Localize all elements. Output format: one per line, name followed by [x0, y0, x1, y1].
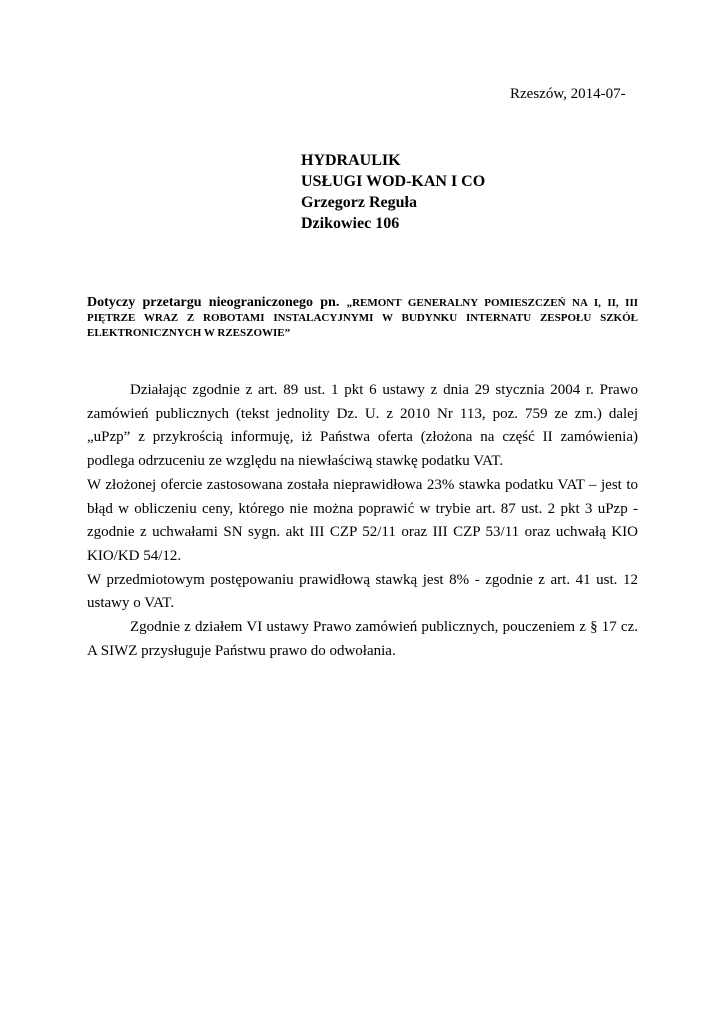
addressee-line-3: Grzegorz Reguła	[301, 194, 417, 211]
date-line: Rzeszów, 2014-07-	[510, 86, 626, 102]
subject-block	[87, 295, 638, 341]
body-paragraph-4: Zgodnie z działem VI ustawy Prawo zamówień publicznych, pouczeniem z § 17 cz. A SIWZ przysługuje Państwu prawo do odwołania.	[87, 619, 638, 659]
body-paragraph-3: W przedmiotowym postępowaniu prawidłową stawką jest 8% - zgodnie z art. 41 ust. 12 ustawy o VAT.	[87, 571, 638, 612]
addressee-block	[301, 150, 485, 234]
addressee-line-2: USŁUGI WOD-KAN I CO	[301, 173, 486, 190]
letter-body	[87, 379, 638, 663]
body-paragraph-2: W złożonej ofercie zastosowana została nieprawidłowa 23% stawka podatku VAT – jest to błąd w obliczeniu ceny, którego nie można poprawić w trybie art. 87 ust. 2 pkt 3 uPzp - zgodnie z uchwałami SN sygn. akt III CZP 52/11 oraz III CZP 53/11 oraz uchwałą KIO KIO/KD 54/12.	[87, 476, 638, 564]
subject-lead: Dotyczy przetargu nieograniczonego pn.	[87, 295, 347, 310]
body-paragraph-1: Działając zgodnie z art. 89 ust. 1 pkt 6 ustawy z dnia 29 stycznia 2004 r. Prawo zamówień publicznych (tekst jednolity Dz. U. z 2010 Nr 113, poz. 759 ze zm.) dalej „uPzp” z przykrością informuję, iż Państwa oferta (złożona na część II zamówienia) podlega odrzuceniu ze względu na niewłaściwą stawkę podatku VAT.	[87, 382, 638, 470]
addressee-line-4: Dzikowiec 106	[301, 215, 400, 232]
subject-title: „REMONT GENERALNY POMIESZCZEŃ NA I, II, III PIĘTRZE WRAZ Z ROBOTAMI INSTALACYJNYMI W BUDYNKU INTERNATU ZESPOŁU SZKÓŁ ELEKTRONICZNYCH W RZESZOWIE”	[87, 297, 639, 339]
addressee-line-1: HYDRAULIK	[301, 152, 401, 169]
